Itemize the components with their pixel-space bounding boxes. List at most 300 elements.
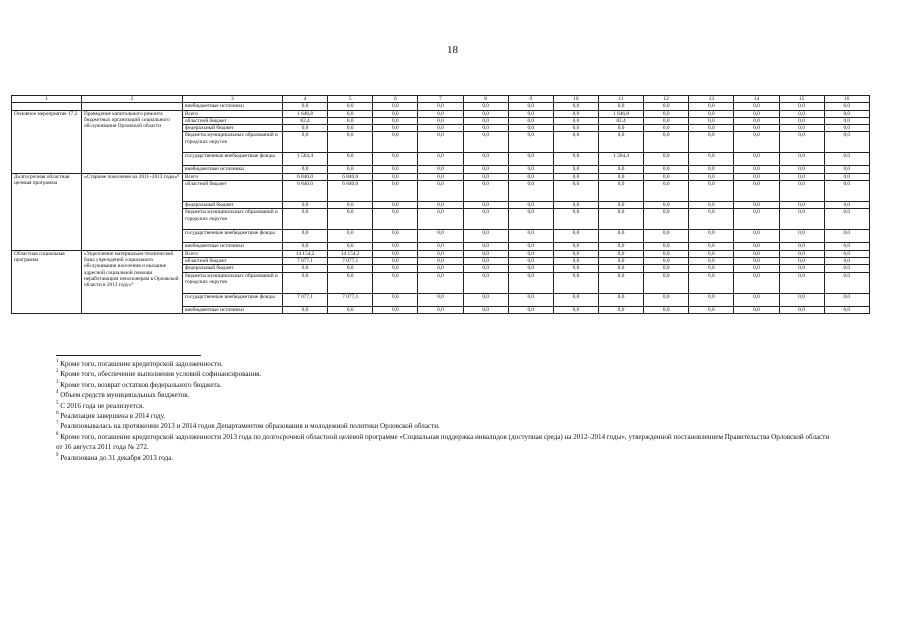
value-cell: 0,0 — [508, 103, 553, 110]
value-cell: 0,0 — [644, 153, 689, 166]
value-cell: 0,0 — [553, 153, 598, 166]
value-cell: 0,0 — [418, 250, 463, 257]
value-cell: 0,0 — [373, 202, 418, 209]
value-cell: 0,0 — [283, 166, 328, 173]
value-cell: 0,0 — [824, 306, 869, 313]
header-row — [12, 96, 870, 103]
value-cell: 0,0 — [328, 306, 373, 313]
value-cell: 0,0 — [463, 110, 508, 117]
value-cell: 0,0 — [824, 132, 869, 153]
value-cell: 0,0 — [644, 202, 689, 209]
value-cell: 0,0 — [373, 257, 418, 264]
value-cell: 0,0 — [644, 209, 689, 230]
value-cell: 0,0 — [508, 293, 553, 306]
value-cell: 0,0 — [689, 103, 734, 110]
value-cell: 0,0 — [328, 125, 373, 132]
value-cell: 0,0 — [418, 265, 463, 272]
footnote-number: 3 — [56, 379, 59, 385]
value-cell: 0,0 — [418, 306, 463, 313]
column-header: 8 — [463, 96, 508, 103]
funding-source-cell: бюджеты муниципальных образований и городских округов — [183, 132, 283, 153]
value-cell: 0,0 — [598, 166, 643, 173]
value-cell: 0,0 — [418, 257, 463, 264]
footnote — [56, 359, 836, 369]
value-cell: 0,0 — [689, 265, 734, 272]
value-cell: 0,0 — [373, 181, 418, 202]
funding-source-cell: государственные внебюджетные фонды — [183, 230, 283, 243]
footnote-separator — [56, 355, 201, 356]
value-cell: 0,0 — [328, 202, 373, 209]
funding-source-cell: государственные внебюджетные фонды — [183, 293, 283, 306]
footnote-text: Реализована до 31 декабря 2013 года. — [60, 453, 174, 462]
column-header: 4 — [283, 96, 328, 103]
footnote-number: 2 — [56, 369, 59, 375]
footnote-number: 8 — [56, 431, 59, 437]
value-cell: 7 077,1 — [328, 293, 373, 306]
program-name-cell: «Укрепление материально-технической базы учреждений социального обслуживания населения и оказание адресной социальной помощи неработающим пенсионерам в Орловской области в 2013 году»⁹ — [82, 250, 183, 313]
value-cell: 0,0 — [463, 243, 508, 250]
funding-source-cell: внебюджетные источники — [183, 306, 283, 313]
value-cell: 0,0 — [418, 166, 463, 173]
funding-source-cell: областной бюджет — [183, 181, 283, 202]
value-cell: 0,0 — [644, 230, 689, 243]
value-cell: 0,0 — [463, 209, 508, 230]
value-cell: 0,0 — [598, 272, 643, 293]
value-cell: 0,0 — [689, 230, 734, 243]
value-cell: 0,0 — [463, 293, 508, 306]
value-cell: 0,0 — [689, 209, 734, 230]
footnote-text: Кроме того, погашение кредиторской задолженности. — [60, 360, 223, 368]
value-cell: 0,0 — [373, 250, 418, 257]
value-cell: 0,0 — [598, 125, 643, 132]
value-cell: 0,0 — [418, 173, 463, 180]
value-cell: 0,0 — [553, 209, 598, 230]
value-cell: 0,0 — [553, 230, 598, 243]
table-row — [12, 110, 870, 117]
column-header: 13 — [689, 96, 734, 103]
funding-source-cell: Всего — [183, 110, 283, 117]
value-cell: 0,0 — [283, 209, 328, 230]
value-cell: 0,0 — [463, 272, 508, 293]
value-cell: 0,0 — [328, 230, 373, 243]
value-cell: 0,0 — [824, 117, 869, 124]
value-cell: 0,0 — [328, 243, 373, 250]
column-header: 6 — [373, 96, 418, 103]
value-cell: 0,0 — [463, 166, 508, 173]
value-cell: 0,0 — [418, 110, 463, 117]
value-cell: 0,0 — [644, 173, 689, 180]
funding-source-cell: государственные внебюджетные фонды — [183, 153, 283, 166]
funding-source-cell: Всего — [183, 173, 283, 180]
value-cell: 0,0 — [598, 103, 643, 110]
value-cell: 0,0 — [734, 103, 779, 110]
funding-source-cell: внебюджетные источники — [183, 103, 283, 110]
footnote-number: 1 — [56, 359, 59, 364]
value-cell: 1 646,8 — [283, 110, 328, 117]
footnote-text: Реализовывалась на протяжении 2013 и 2014 годов Департаментом образования и молодежной политики Орловской области. — [60, 422, 440, 431]
value-cell: 0,0 — [644, 117, 689, 124]
value-cell: 0,0 — [553, 166, 598, 173]
value-cell: 0,0 — [553, 132, 598, 153]
value-cell: 1 646,8 — [598, 110, 643, 117]
value-cell: 0,0 — [689, 181, 734, 202]
value-cell: 0,0 — [553, 257, 598, 264]
value-cell: 0,0 — [283, 202, 328, 209]
value-cell: 0,0 — [418, 181, 463, 202]
value-cell: 0,0 — [644, 181, 689, 202]
value-cell: 0,0 — [734, 153, 779, 166]
value-cell: 0,0 — [553, 243, 598, 250]
value-cell: 0,0 — [598, 202, 643, 209]
value-cell: 0,0 — [824, 209, 869, 230]
value-cell: 0,0 — [418, 153, 463, 166]
footnote-number: 4 — [56, 390, 59, 396]
footnote-number: 6 — [56, 411, 59, 417]
value-cell: 0,0 — [508, 306, 553, 313]
value-cell: 0,0 — [418, 230, 463, 243]
column-header: 9 — [508, 96, 553, 103]
value-cell: 0,0 — [418, 117, 463, 124]
value-cell: 0,0 — [553, 272, 598, 293]
value-cell: 0,0 — [824, 293, 869, 306]
funding-source-cell: внебюджетные источники — [183, 166, 283, 173]
value-cell: 0,0 — [779, 209, 824, 230]
value-cell: 0,0 — [598, 293, 643, 306]
value-cell: 0,0 — [373, 110, 418, 117]
value-cell: 0,0 — [463, 265, 508, 272]
value-cell: 0,0 — [418, 243, 463, 250]
value-cell: 0,0 — [644, 110, 689, 117]
value-cell: 0,0 — [644, 125, 689, 132]
footnote — [56, 453, 836, 463]
value-cell: 0,0 — [463, 173, 508, 180]
funding-source-cell: внебюджетные источники — [183, 243, 283, 250]
budget-table — [11, 95, 870, 314]
value-cell: 7 077,1 — [328, 257, 373, 264]
footnote — [56, 432, 836, 453]
value-cell: 0,0 — [689, 257, 734, 264]
value-cell: 0,0 — [508, 209, 553, 230]
funding-source-cell: федеральный бюджет — [183, 125, 283, 132]
value-cell: 0,0 — [644, 132, 689, 153]
value-cell: 0,0 — [508, 243, 553, 250]
program-type-cell: Долгосрочная областная целевая программа — [12, 173, 82, 250]
value-cell: 0,0 — [463, 153, 508, 166]
value-cell: 0,0 — [508, 265, 553, 272]
value-cell: 6 840,0 — [283, 181, 328, 202]
value-cell: 0,0 — [373, 132, 418, 153]
footnote-number: 9 — [56, 452, 59, 458]
value-cell: 0,0 — [689, 250, 734, 257]
funding-source-cell: бюджеты муниципальных образований и городских округов — [183, 272, 283, 293]
value-cell: 0,0 — [734, 306, 779, 313]
footnote — [56, 390, 836, 400]
value-cell: 0,0 — [734, 257, 779, 264]
value-cell: 0,0 — [328, 209, 373, 230]
value-cell: 0,0 — [598, 173, 643, 180]
value-cell: 0,0 — [418, 202, 463, 209]
value-cell: 0,0 — [328, 103, 373, 110]
value-cell: 0,0 — [824, 257, 869, 264]
footnote-text: Кроме того, возврат остатков федерального бюджета. — [60, 380, 222, 389]
value-cell: 0,0 — [373, 125, 418, 132]
value-cell: 0,0 — [598, 181, 643, 202]
footnote-number: 5 — [56, 400, 59, 406]
funding-source-cell: Всего — [183, 250, 283, 257]
value-cell: 0,0 — [508, 250, 553, 257]
program-name-cell: «Старшее поколение на 2011–2013 годы»⁸ — [82, 173, 183, 250]
value-cell: 0,0 — [689, 125, 734, 132]
value-cell: 0,0 — [328, 166, 373, 173]
value-cell: 0,0 — [689, 153, 734, 166]
value-cell: 0,0 — [644, 243, 689, 250]
value-cell: 0,0 — [644, 306, 689, 313]
value-cell: 0,0 — [553, 202, 598, 209]
value-cell: 0,0 — [689, 132, 734, 153]
value-cell: 0,0 — [508, 202, 553, 209]
value-cell: 0,0 — [283, 132, 328, 153]
funding-source-cell: областной бюджет — [183, 257, 283, 264]
value-cell: 0,0 — [644, 103, 689, 110]
value-cell: 6 840,0 — [283, 173, 328, 180]
value-cell: 0,0 — [779, 293, 824, 306]
value-cell: 0,0 — [508, 181, 553, 202]
column-header: 7 — [418, 96, 463, 103]
value-cell: 0,0 — [734, 230, 779, 243]
value-cell: 0,0 — [689, 173, 734, 180]
value-cell: 0,0 — [328, 272, 373, 293]
value-cell: 0,0 — [734, 132, 779, 153]
value-cell: 0,0 — [508, 132, 553, 153]
program-type-cell — [12, 103, 82, 110]
value-cell: 0,0 — [734, 293, 779, 306]
value-cell: 0,0 — [779, 153, 824, 166]
value-cell: 0,0 — [463, 202, 508, 209]
value-cell: 1 564,4 — [283, 153, 328, 166]
value-cell: 0,0 — [779, 110, 824, 117]
value-cell: 14 154,2 — [283, 250, 328, 257]
value-cell: 0,0 — [779, 265, 824, 272]
footnote — [56, 421, 836, 431]
value-cell: 0,0 — [689, 293, 734, 306]
value-cell: 0,0 — [508, 257, 553, 264]
value-cell: 0,0 — [689, 243, 734, 250]
value-cell: 0,0 — [824, 243, 869, 250]
value-cell: 0,0 — [779, 181, 824, 202]
value-cell: 0,0 — [824, 103, 869, 110]
value-cell: 0,0 — [283, 243, 328, 250]
value-cell: 0,0 — [824, 173, 869, 180]
page-number: 18 — [447, 44, 458, 56]
value-cell: 0,0 — [463, 117, 508, 124]
value-cell: 0,0 — [553, 103, 598, 110]
value-cell: 0,0 — [824, 125, 869, 132]
value-cell: 0,0 — [779, 173, 824, 180]
value-cell: 0,0 — [418, 103, 463, 110]
value-cell: 0,0 — [779, 230, 824, 243]
value-cell: 0,0 — [328, 132, 373, 153]
value-cell: 0,0 — [734, 272, 779, 293]
value-cell: 0,0 — [463, 103, 508, 110]
footnotes — [56, 355, 836, 463]
value-cell: 0,0 — [373, 243, 418, 250]
value-cell: 0,0 — [689, 202, 734, 209]
value-cell: 0,0 — [734, 250, 779, 257]
value-cell: 0,0 — [824, 181, 869, 202]
value-cell: 0,0 — [328, 265, 373, 272]
value-cell: 0,0 — [598, 306, 643, 313]
value-cell: 0,0 — [508, 272, 553, 293]
value-cell: 0,0 — [734, 209, 779, 230]
program-type-cell: Областная социальная программа — [12, 250, 82, 313]
column-header: 12 — [644, 96, 689, 103]
value-cell: 0,0 — [283, 103, 328, 110]
value-cell: 0,0 — [824, 250, 869, 257]
value-cell: 0,0 — [734, 125, 779, 132]
value-cell: 0,0 — [418, 125, 463, 132]
value-cell: 0,0 — [824, 230, 869, 243]
value-cell: 0,0 — [283, 272, 328, 293]
value-cell: 0,0 — [553, 125, 598, 132]
value-cell: 0,0 — [508, 230, 553, 243]
value-cell: 0,0 — [644, 272, 689, 293]
value-cell: 0,0 — [598, 132, 643, 153]
footnote-number: 7 — [56, 421, 59, 427]
column-header: 14 — [734, 96, 779, 103]
value-cell: 0,0 — [418, 272, 463, 293]
value-cell: 0,0 — [734, 202, 779, 209]
column-header: 10 — [553, 96, 598, 103]
value-cell: 6 840,0 — [328, 173, 373, 180]
value-cell: 0,0 — [644, 265, 689, 272]
value-cell: 0,0 — [463, 181, 508, 202]
value-cell: 0,0 — [508, 125, 553, 132]
value-cell: 0,0 — [734, 166, 779, 173]
footnote-text: Кроме того, погашение кредиторской задолженности 2013 года по долгосрочной областной целевой программе «Социальная поддержка инвалидов (доступная среда) на 2012–2014 годы», утвержденной постановлением Правительства Орловской области от 16 августа 2011 года № 272. — [56, 432, 830, 452]
value-cell: 0,0 — [689, 110, 734, 117]
value-cell: 0,0 — [508, 173, 553, 180]
value-cell: 0,0 — [598, 243, 643, 250]
value-cell: 0,0 — [463, 257, 508, 264]
value-cell: 0,0 — [328, 117, 373, 124]
column-header: 16 — [824, 96, 869, 103]
value-cell: 0,0 — [779, 306, 824, 313]
value-cell: 0,0 — [689, 117, 734, 124]
value-cell: 0,0 — [734, 173, 779, 180]
value-cell: 0,0 — [824, 272, 869, 293]
value-cell: 0,0 — [418, 209, 463, 230]
value-cell: 0,0 — [463, 306, 508, 313]
value-cell: 0,0 — [779, 250, 824, 257]
value-cell: 0,0 — [553, 173, 598, 180]
program-name-cell — [82, 103, 183, 110]
value-cell: 0,0 — [463, 230, 508, 243]
value-cell: 0,0 — [598, 230, 643, 243]
value-cell: 0,0 — [779, 243, 824, 250]
footnote-text: Кроме того, обеспечение выполнения условий софинансирования. — [60, 370, 262, 379]
value-cell: 0,0 — [283, 265, 328, 272]
value-cell: 0,0 — [418, 132, 463, 153]
value-cell: 0,0 — [779, 272, 824, 293]
value-cell: 0,0 — [824, 202, 869, 209]
value-cell: 0,0 — [373, 153, 418, 166]
value-cell: 0,0 — [644, 257, 689, 264]
footnote — [56, 401, 836, 411]
table-row — [12, 103, 870, 110]
column-header: 5 — [328, 96, 373, 103]
value-cell: 0,0 — [373, 272, 418, 293]
value-cell: 1 564,4 — [598, 153, 643, 166]
program-name-cell: Проведение капитального ремонта бюджетных организаций социального обслуживания Орловской области — [82, 110, 183, 173]
value-cell: 0,0 — [779, 132, 824, 153]
value-cell: 0,0 — [373, 265, 418, 272]
value-cell: 0,0 — [598, 250, 643, 257]
value-cell: 0,0 — [328, 110, 373, 117]
value-cell: 0,0 — [373, 117, 418, 124]
value-cell: 0,0 — [598, 209, 643, 230]
footnote-text: С 2016 года не реализуется. — [60, 401, 145, 410]
value-cell: 0,0 — [779, 125, 824, 132]
column-header: 11 — [598, 96, 643, 103]
value-cell: 0,0 — [553, 181, 598, 202]
value-cell: 0,0 — [283, 230, 328, 243]
value-cell: 0,0 — [463, 250, 508, 257]
value-cell: 14 154,2 — [328, 250, 373, 257]
footnote-text: Объем средств муниципальных бюджетов. — [60, 391, 190, 400]
value-cell: 0,0 — [373, 166, 418, 173]
value-cell: 0,0 — [508, 166, 553, 173]
funding-source-cell: бюджеты муниципальных образований и городских округов — [183, 209, 283, 230]
value-cell: 0,0 — [644, 293, 689, 306]
value-cell: 0,0 — [779, 202, 824, 209]
value-cell: 0,0 — [328, 153, 373, 166]
value-cell: 0,0 — [689, 272, 734, 293]
value-cell: 0,0 — [824, 166, 869, 173]
value-cell: 0,0 — [553, 306, 598, 313]
value-cell: 0,0 — [553, 265, 598, 272]
value-cell: 0,0 — [553, 110, 598, 117]
value-cell: 7 077,1 — [283, 257, 328, 264]
value-cell: 6 840,0 — [328, 181, 373, 202]
value-cell: 0,0 — [734, 110, 779, 117]
table-row — [12, 173, 870, 180]
column-header: 2 — [82, 96, 183, 103]
funding-source-cell: федеральный бюджет — [183, 265, 283, 272]
value-cell: 0,0 — [373, 306, 418, 313]
value-cell: 0,0 — [734, 265, 779, 272]
value-cell: 0,0 — [824, 265, 869, 272]
value-cell: 0,0 — [463, 125, 508, 132]
value-cell: 0,0 — [779, 257, 824, 264]
value-cell: 0,0 — [418, 293, 463, 306]
program-type-cell: Основное мероприятие 17.2 — [12, 110, 82, 173]
value-cell: 0,0 — [283, 306, 328, 313]
value-cell: 0,0 — [598, 257, 643, 264]
column-header: 1 — [12, 96, 82, 103]
value-cell: 0,0 — [644, 166, 689, 173]
value-cell: 0,0 — [283, 125, 328, 132]
footnote — [56, 411, 836, 421]
value-cell: 0,0 — [373, 293, 418, 306]
value-cell: 0,0 — [373, 209, 418, 230]
column-header: 15 — [779, 96, 824, 103]
value-cell: 82,4 — [283, 117, 328, 124]
value-cell: 0,0 — [463, 132, 508, 153]
value-cell: 0,0 — [598, 265, 643, 272]
value-cell: 0,0 — [779, 166, 824, 173]
funding-source-cell: областной бюджет — [183, 117, 283, 124]
value-cell: 0,0 — [779, 117, 824, 124]
